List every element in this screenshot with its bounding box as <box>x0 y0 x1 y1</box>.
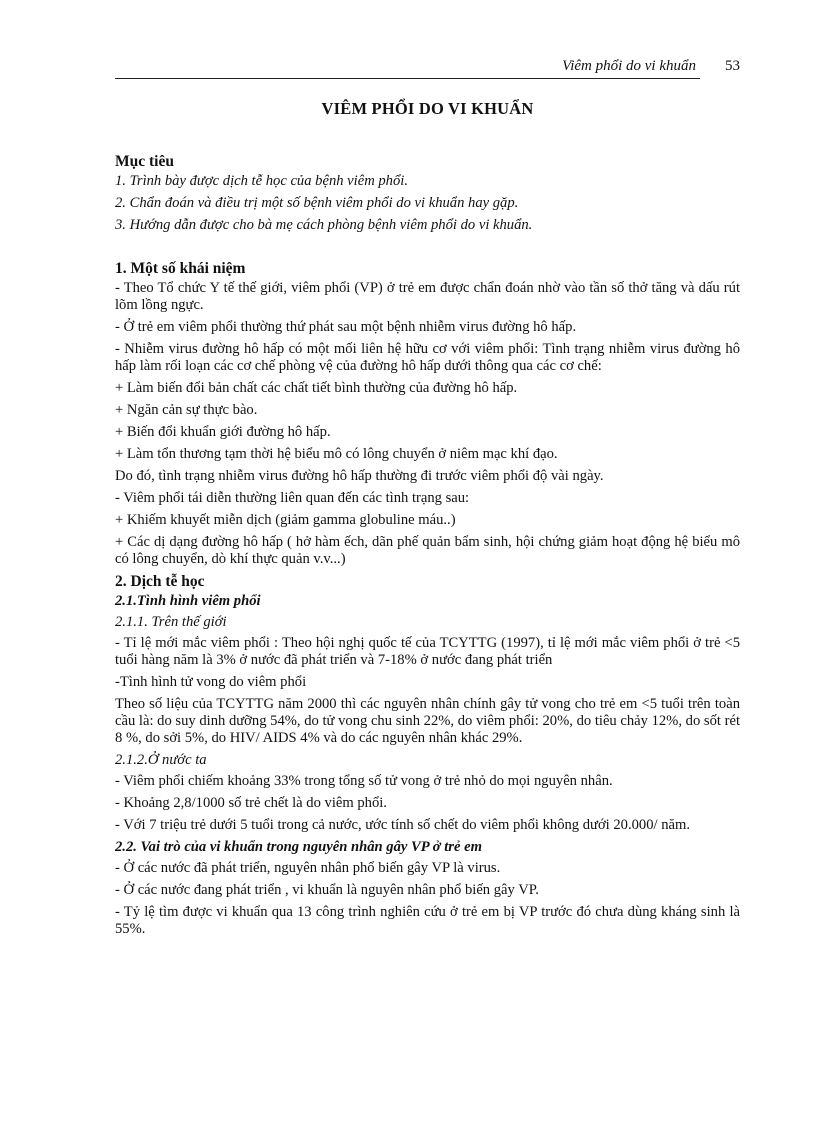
subsubsection-heading: 2.1.2.Ở nước ta <box>115 752 207 768</box>
paragraph: - Ở trẻ em viêm phổi thường thứ phát sau một bệnh nhiễm virus đường hô hấp. <box>115 319 577 335</box>
running-header <box>115 58 740 80</box>
objective-item: 1. Trình bày được dịch tễ học của bệnh viêm phổi. <box>115 173 408 189</box>
paragraph: + Ngăn cản sự thực bào. <box>115 402 258 418</box>
paragraph: -Tình hình tử vong do viêm phổi <box>115 674 307 690</box>
paragraph: - Tỷ lệ tìm được vi khuẩn qua 13 công trình nghiên cứu ở trẻ em bị VP trước đó chưa dùng kháng sinh là 55%. <box>115 904 740 937</box>
page-content <box>115 100 740 943</box>
page-title: VIÊM PHỔI DO VI KHUẨN <box>321 99 534 118</box>
paragraph: - Khoảng 2,8/1000 số trẻ chết là do viêm phổi. <box>115 795 387 811</box>
paragraph: - Ở các nước đã phát triển, nguyên nhân phổ biến gây VP là virus. <box>115 860 501 876</box>
paragraph: + Biến đổi khuẩn giới đường hô hấp. <box>115 424 331 440</box>
paragraph: + Làm tổn thương tạm thời hệ biểu mô có lông chuyển ở niêm mạc khí đạo. <box>115 446 558 462</box>
paragraph: Do đó, tình trạng nhiễm virus đường hô hấp thường đi trước viêm phổi độ vài ngày. <box>115 468 604 484</box>
subsection-heading: 2.1.Tình hình viêm phổi <box>115 593 261 609</box>
subsection-heading: 2.2. Vai trò của vi khuẩn trong nguyên nhân gây VP ở trẻ em <box>115 839 482 855</box>
paragraph: Theo số liệu của TCYTTG năm 2000 thì các nguyên nhân chính gây tử vong cho trẻ em <5 tuổi trên toàn cầu là: do suy dinh dưỡng 54%, do tử vong chu sinh 22%, do viêm phổi: 20%, do tiêu chảy 12%, do sốt rét 8 %, do sởi 5%, do HIV/ AIDS 4% và do các nguyên nhân khác 29%. <box>115 696 740 746</box>
paragraph: - Nhiễm virus đường hô hấp có một mối liên hệ hữu cơ với viêm phổi: Tình trạng nhiễm virus đường hô hấp làm rối loạn các cơ chế phòng vệ của đường hô hấp dưới thông qua các cơ chế: <box>115 341 740 374</box>
page-number: 53 <box>725 58 740 74</box>
objectives-heading: Mục tiêu <box>115 153 174 170</box>
objective-item: 3. Hướng dẫn được cho bà mẹ cách phòng bệnh viêm phổi do vi khuẩn. <box>115 217 533 233</box>
subsubsection-heading: 2.1.1. Trên thế giới <box>115 614 227 630</box>
objective-item: 2. Chẩn đoán và điều trị một số bệnh viêm phổi do vi khuẩn hay gặp. <box>115 195 519 211</box>
paragraph: - Theo Tổ chức Y tế thế giới, viêm phổi (VP) ở trẻ em được chẩn đoán nhờ vào tần số thở tăng và dấu rút lõm lồng ngực. <box>115 280 740 313</box>
paragraph: - Ở các nước đang phát triển , vi khuẩn là nguyên nhân phổ biến gây VP. <box>115 882 539 898</box>
section-heading: 2. Dịch tễ học <box>115 573 205 590</box>
running-title: Viêm phổi do vi khuẩn <box>562 58 696 74</box>
paragraph: + Khiếm khuyết miễn dịch (giảm gamma globuline máu..) <box>115 512 456 528</box>
paragraph: + Các dị dạng đường hô hấp ( hở hàm ếch, dãn phế quản bẩm sinh, hội chứng giảm hoạt động hệ biểu mô có lông chuyển, dò khí thực quản v.v...) <box>115 534 740 567</box>
header-rule <box>115 78 700 79</box>
section-heading: 1. Một số khái niệm <box>115 260 246 277</box>
paragraph: - Với 7 triệu trẻ dưới 5 tuổi trong cả nước, ước tính số chết do viêm phổi không dưới 20.000/ năm. <box>115 817 690 833</box>
paragraph: + Làm biến đổi bản chất các chất tiết bình thường của đường hô hấp. <box>115 380 518 396</box>
paragraph: - Viêm phổi tái diễn thường liên quan đến các tình trạng sau: <box>115 490 470 506</box>
paragraph: - Tỉ lệ mới mắc viêm phổi : Theo hội nghị quốc tế của TCYTTG (1997), tỉ lệ mới mắc viêm phổi ở trẻ <5 tuổi hàng năm là 3% ở nước đã phát triển và 7-18% ở nước đang phát triển <box>115 635 740 668</box>
paragraph: - Viêm phổi chiếm khoảng 33% trong tổng số tử vong ở trẻ nhỏ do mọi nguyên nhân. <box>115 773 613 789</box>
